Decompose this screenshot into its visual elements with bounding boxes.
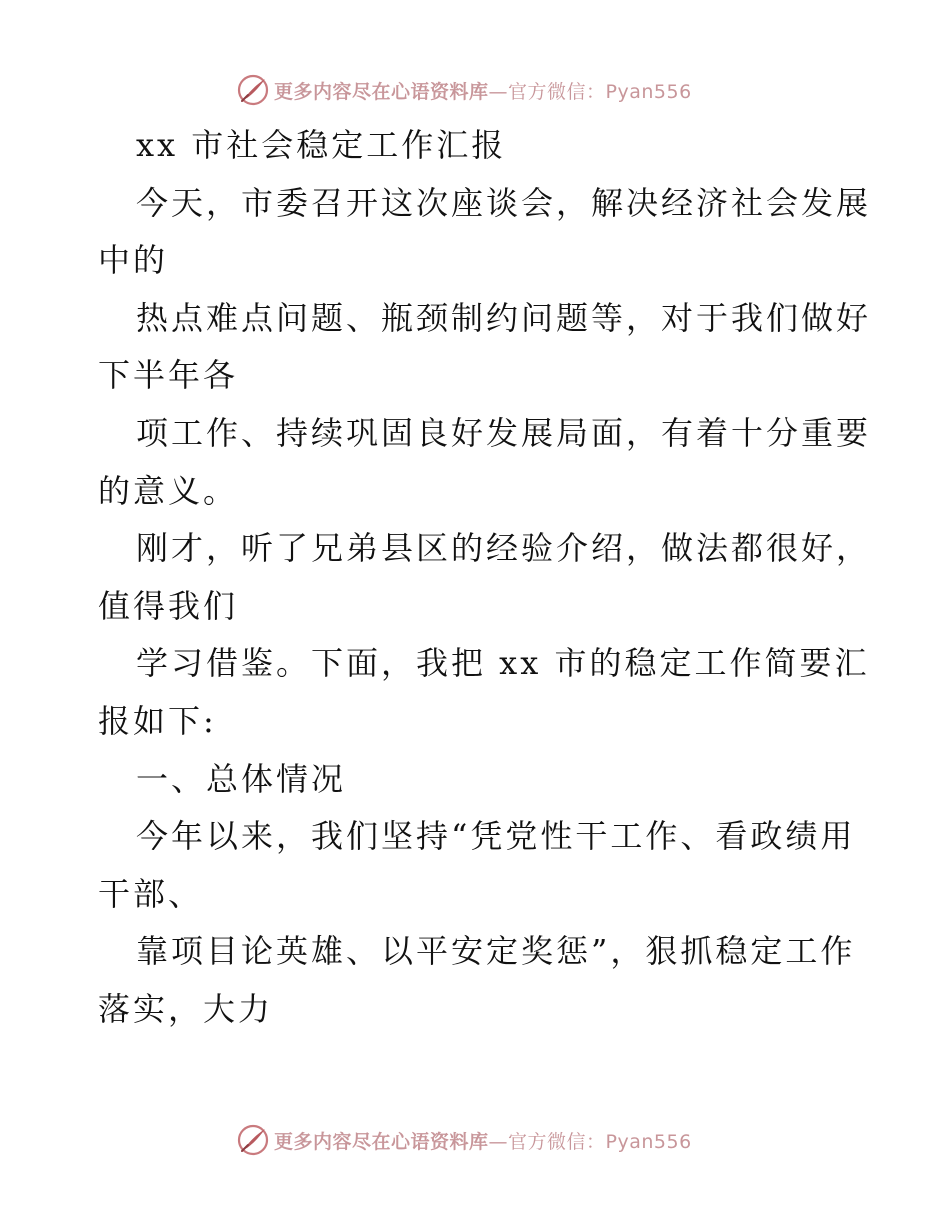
section-heading: 一、总体情况 [136, 759, 347, 798]
paragraph-line: 报如下: [98, 701, 217, 740]
paragraph-line: 学习借鉴。下面，我把 xx 市的稳定工作简要汇 [136, 644, 870, 683]
quill-pen-logo-icon [236, 73, 270, 107]
watermark-wechat-label: 官方微信： [508, 80, 606, 103]
footer-watermark [236, 1122, 716, 1158]
paragraph-line: 值得我们 [98, 586, 239, 625]
paragraph-line: 今天，市委召开这次座谈会，解决经济社会发展 [136, 183, 872, 222]
paragraph-line: 干部、 [98, 874, 204, 913]
watermark-separator: — [488, 1130, 509, 1153]
paragraph-line: 今年以来，我们坚持“凭党性干工作、看政绩用 [136, 817, 856, 856]
paragraph-line: 下半年各 [98, 356, 239, 395]
paragraph-line: 靠项目论英雄、以平安定奖惩”，狠抓稳定工作 [136, 932, 856, 971]
document-body [98, 117, 872, 1039]
quill-pen-logo-icon [236, 1123, 270, 1157]
watermark-brand: 更多内容尽在心语资料库 [274, 80, 489, 103]
watermark-text [274, 77, 692, 104]
header-watermark [236, 72, 716, 108]
watermark-wechat-id: Pyan556 [605, 80, 692, 103]
watermark-wechat-id: Pyan556 [605, 1130, 692, 1153]
doc-title: xx 市社会稳定工作汇报 [136, 126, 507, 164]
paragraph-line: 的意义。 [98, 471, 239, 510]
watermark-separator: — [488, 80, 509, 103]
watermark-text [274, 1127, 692, 1154]
paragraph-line: 刚才，听了兄弟县区的经验介绍，做法都很好， [136, 529, 872, 568]
watermark-brand: 更多内容尽在心语资料库 [274, 1130, 489, 1153]
paragraph-line: 热点难点问题、瓶颈制约问题等，对于我们做好 [136, 298, 872, 337]
paragraph-line: 项工作、持续巩固良好发展局面，有着十分重要 [136, 413, 872, 452]
watermark-wechat-label: 官方微信： [508, 1130, 606, 1153]
paragraph-line: 中的 [98, 241, 169, 280]
paragraph-line: 落实，大力 [98, 989, 274, 1028]
